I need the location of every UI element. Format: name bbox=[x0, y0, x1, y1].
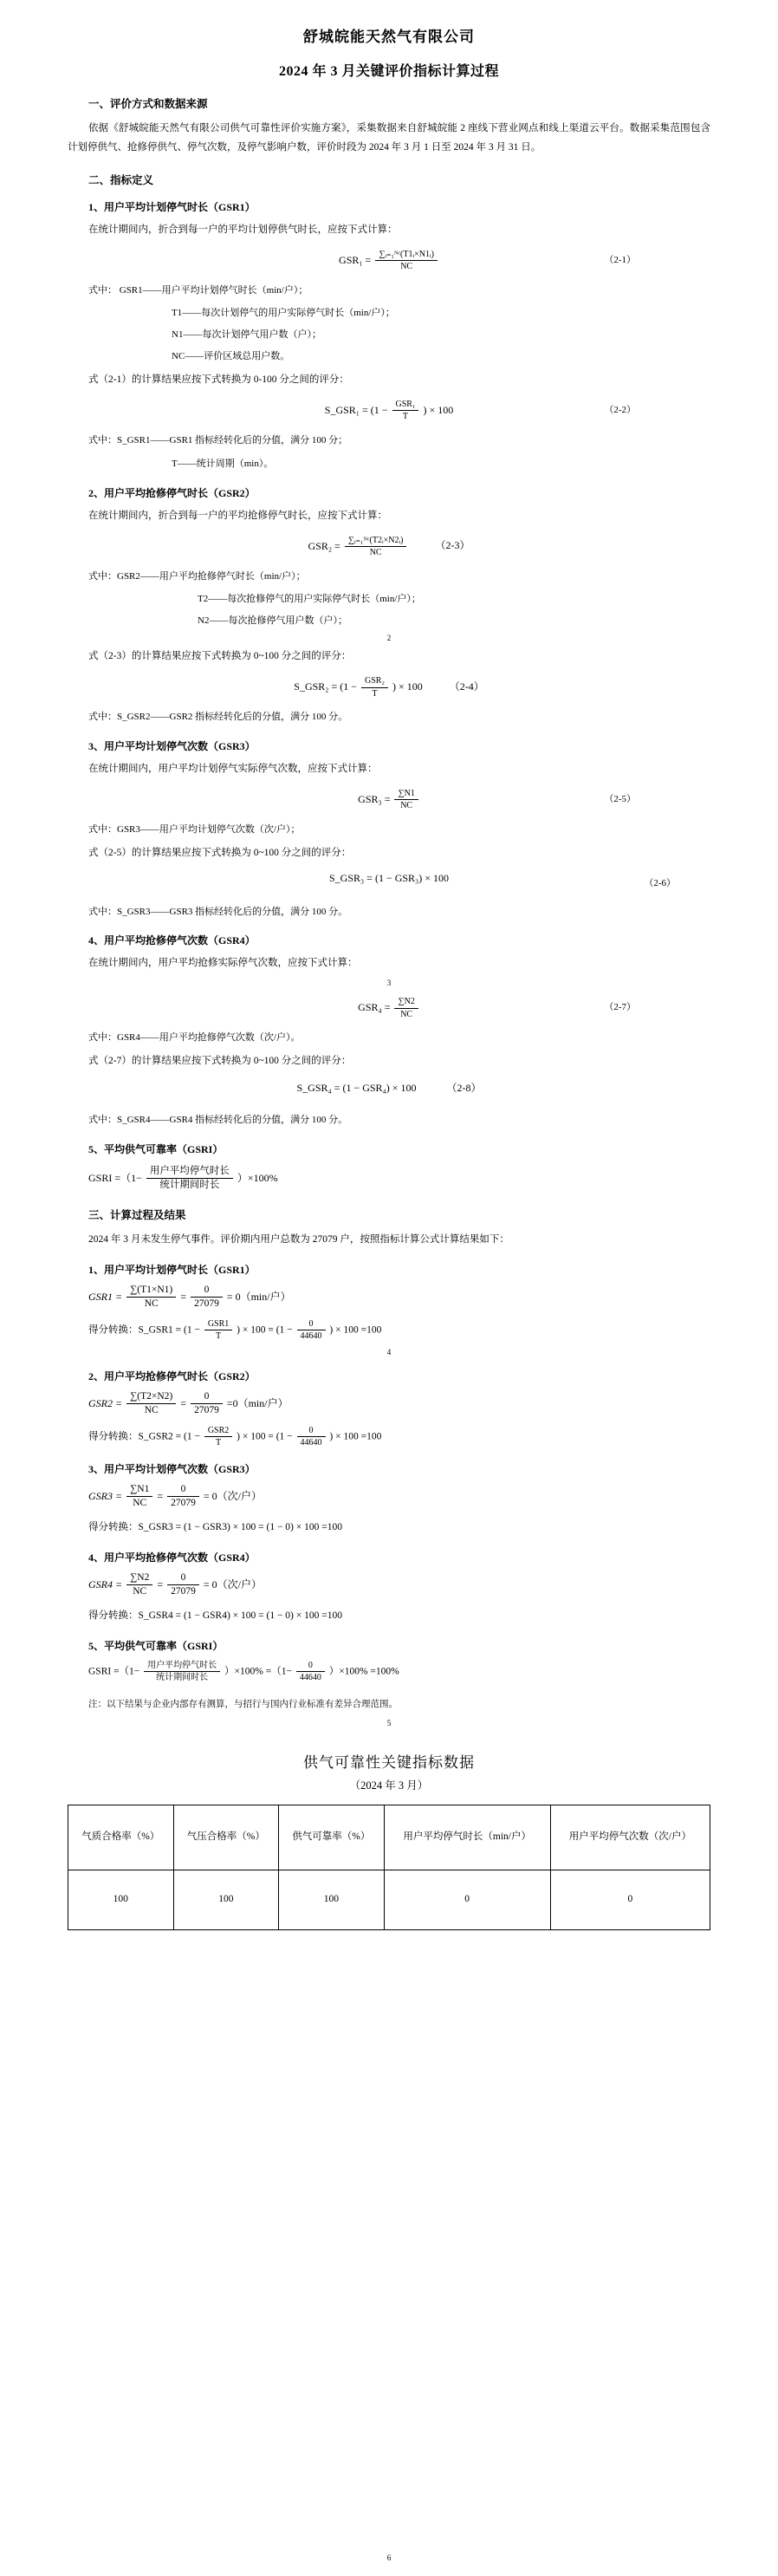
gsr3-formula-label: GSR₃ = bbox=[358, 792, 391, 805]
calc-gsr2-score-num: GSR2 bbox=[204, 1425, 232, 1438]
gsr1-convert-numerator: GSR₁ bbox=[392, 399, 419, 412]
gsr4-formula-label: GSR₄ = bbox=[358, 1001, 391, 1014]
calc-gsr2-score-lead: 得分转换：S_GSR2 = (1 − bbox=[88, 1431, 200, 1442]
calc-gsr3-den2: 27079 bbox=[171, 1498, 196, 1509]
gsr1-convert-where-1: 式中：S_GSR1——GSR1 指标经转化后的分值，满分 100 分； bbox=[88, 434, 348, 446]
calc-gsr1-score-lead: 得分转换：S_GSR1 = (1 − bbox=[88, 1324, 200, 1336]
calc-gsr3-title: 3、用户平均计划停气次数（GSR3） bbox=[88, 1462, 256, 1475]
gsri-formula bbox=[68, 1165, 710, 1193]
gsr4-convert-lead: 式（2-7）的计算结果应按下式转换为 0~100 分之间的评分： bbox=[88, 1056, 352, 1067]
gsr4-lead: 在统计期间内，用户平均抢修实际停气次数，应按下式计算： bbox=[88, 958, 358, 969]
gsr3-convert-lead: 式（2-5）的计算结果应按下式转换为 0~100 分之间的评分： bbox=[88, 847, 352, 858]
gsr1-convert-right: ) × 100 bbox=[423, 403, 454, 416]
gsri-right: ）×100% bbox=[237, 1171, 278, 1184]
gsr2-convert-formula bbox=[68, 675, 710, 699]
gsr4-convert-left: S_GSR₄ = (1 − GSR₄) × 100 bbox=[296, 1082, 417, 1095]
calc-gsr1-den1: NC bbox=[144, 1298, 159, 1310]
calc-gsri-den: 统计期间时长 bbox=[156, 1673, 209, 1683]
calc-gsr4-num1: ∑N2 bbox=[126, 1571, 152, 1586]
gsri-denominator: 统计期间时长 bbox=[159, 1180, 220, 1191]
calc-gsr4-title: 4、用户平均抢修停气次数（GSR4） bbox=[88, 1551, 256, 1564]
gsr3-convert-formula bbox=[68, 872, 710, 894]
gsr1-convert-denominator: T bbox=[402, 412, 409, 422]
calc-gsr4-tail: = 0（次/户） bbox=[203, 1577, 262, 1590]
section-1-heading: 一、评价方式和数据来源 bbox=[88, 98, 208, 110]
calc-gsri-num: 用户平均停气时长 bbox=[144, 1660, 220, 1673]
calc-gsr2-formula: GSR2 = $\frac{\sum(T2\times N2)}{NC}$ = $\frac{0}{27079}$ =0（min/户） bbox=[88, 1390, 710, 1418]
gsr4-convert-where-1: 式中：S_GSR4——GSR4 指标经转化后的分值，满分 100 分。 bbox=[88, 1115, 348, 1126]
table-header-row bbox=[68, 1805, 710, 1870]
calc-gsri-mid: ）×100% =（1− bbox=[224, 1666, 292, 1677]
company-title: 舒城皖能天然气有限公司 bbox=[303, 29, 475, 45]
gsr1-where-item-2: N1——每次计划停气用户数（户）； bbox=[172, 329, 321, 341]
calc-gsr4-formula: GSR4 = $\frac{\sum N2}{NC}$ = $\frac{0}{27079}$ = 0（次/户） bbox=[88, 1571, 710, 1599]
calc-gsr3-num1: ∑N1 bbox=[126, 1483, 152, 1498]
gsr1-lead: 在统计期间内，折合到每一户的平均计划停供气时长，应按下式计算： bbox=[88, 224, 398, 235]
gsr1-convert-lead: 式（2-1）的计算结果应按下式转换为 0-100 分之间的评分： bbox=[88, 374, 349, 386]
gsr3-lead: 在统计期间内，用户平均计划停气实际停气次数，应按下式计算： bbox=[88, 763, 378, 774]
table-subtitle: （2024 年 3 月） bbox=[349, 1779, 429, 1792]
gsr3-eqno: （2-5） bbox=[604, 793, 636, 804]
calc-gsr2-title: 2、用户平均抢修停气时长（GSR2） bbox=[88, 1369, 256, 1382]
table-cell-4: 0 bbox=[384, 1870, 550, 1929]
calc-gsr1-num2: 0 bbox=[191, 1284, 223, 1298]
stray-marker-4: 4 bbox=[386, 1347, 392, 1356]
gsr4-convert-formula bbox=[68, 1080, 710, 1103]
calc-gsr3-tail: = 0（次/户） bbox=[203, 1489, 262, 1502]
table-header-cell-2: 气压合格率（%） bbox=[173, 1805, 279, 1870]
gsr3-formula-numerator: ∑N1 bbox=[394, 788, 418, 801]
calc-gsr2-score-mid: ) × 100 = (1 − bbox=[237, 1431, 293, 1442]
table-cell-5: 0 bbox=[550, 1870, 710, 1929]
calc-gsr2-score-num2: 0 bbox=[297, 1425, 326, 1438]
gsr4-title: 4、用户平均抢修停气次数（GSR4） bbox=[88, 934, 256, 947]
calc-gsr4-den2: 27079 bbox=[171, 1586, 196, 1597]
calc-gsr1-num1: ∑(T1×N1) bbox=[126, 1284, 176, 1298]
section-3-footnote: 注：以下结果与企业内部存有测算，与招行与国内行业标准有差异合理范围。 bbox=[88, 1699, 398, 1709]
gsr1-formula-denominator: NC bbox=[400, 262, 413, 272]
gsr3-title: 3、用户平均计划停气次数（GSR3） bbox=[88, 739, 256, 752]
calc-gsr1-title: 1、用户平均计划停气时长（GSR1） bbox=[88, 1263, 256, 1276]
stray-marker-3: 3 bbox=[386, 979, 392, 988]
gsr1-where-item-3: NC——评价区域总用户数。 bbox=[172, 351, 290, 362]
gsr4-where-lead: 式中：GSR4——用户平均抢修停气次数（次/户）。 bbox=[88, 1032, 301, 1044]
gsr3-where-lead: 式中：GSR3——用户平均计划停气次数（次/户）； bbox=[88, 823, 301, 835]
section-1-paragraph: 依据《舒城皖能天然气有限公司供气可靠性评价实施方案》，采集数据来自舒城皖能 2 座线下营业网点和线上渠道云平台。数据采集范围包含计划停供气、抢修停供气、停气次数，及停气影响户数，评价时段为 2024 年 3 月 1 日至 2024 年 3 月 31 日。 bbox=[68, 123, 710, 153]
calc-gsr4-den1: NC bbox=[133, 1586, 147, 1597]
gsr1-formula-numerator: ∑ᵢ₌₁ᴺᶜ(T1ᵢ×N1ᵢ) bbox=[375, 249, 438, 262]
gsr1-where-item-1: T1——每次计划停气的用户实际停气时长（min/户）； bbox=[172, 308, 395, 319]
calc-gsr2-den2: 27079 bbox=[194, 1405, 219, 1416]
gsr2-convert-numerator: GSR₂ bbox=[361, 675, 388, 688]
calc-gsr2-num1: ∑(T2×N2) bbox=[126, 1390, 176, 1405]
calc-gsr2-score-tail: ) × 100 =100 bbox=[329, 1431, 382, 1442]
gsri-numerator: 用户平均停气时长 bbox=[146, 1165, 233, 1180]
gsr1-convert-where-2: T——统计周期（min）。 bbox=[172, 458, 274, 469]
gsr1-eqno: （2-1） bbox=[604, 254, 636, 265]
gsr2-where-lead: 式中：GSR2——用户平均抢修停气时长（min/户）； bbox=[88, 570, 306, 582]
gsr3-convert-left: S_GSR₃ = (1 − GSR₃) × 100 bbox=[328, 871, 450, 884]
calc-gsri-tail: ）×100% =100% bbox=[328, 1666, 399, 1677]
calc-gsr2-score-den: T bbox=[216, 1438, 222, 1448]
gsri-title: 5、平均供气可靠率（GSRI） bbox=[88, 1142, 224, 1155]
calc-gsr3-num2: 0 bbox=[167, 1483, 199, 1498]
gsr2-where-item-1: T2——每次抢修停气的用户实际停气时长（min/户）； bbox=[198, 594, 421, 605]
gsr1-formula bbox=[68, 249, 710, 273]
section-3-intro: 2024 年 3 月未发生停气事件。评价期内用户总数为 27079 户，按照指标计算公式计算结果如下： bbox=[88, 1233, 509, 1245]
calc-gsr3-score: 得分转换：S_GSR3 = (1 − GSR3) × 100 = (1 − 0) × 100 =100 bbox=[88, 1521, 342, 1532]
gsr1-title: 1、用户平均计划停气时长（GSR1） bbox=[88, 200, 256, 213]
gsr3-convert-eqno: （2-6） bbox=[644, 877, 676, 888]
stray-marker-5: 5 bbox=[386, 1718, 392, 1727]
table-header-cell-1: 气质合格率（%） bbox=[68, 1805, 174, 1870]
calc-gsri-formula bbox=[88, 1660, 710, 1684]
calc-gsr4-score: 得分转换：S_GSR4 = (1 − GSR4) × 100 = (1 − 0) × 100 =100 bbox=[88, 1610, 342, 1621]
table-header-cell-4: 用户平均停气时长（min/户） bbox=[384, 1805, 550, 1870]
gsr1-formula-label: GSR₁ = bbox=[339, 253, 372, 266]
calc-gsr3-formula: GSR3 = $\frac{\sum N1}{NC}$ = $\frac{0}{27079}$ = 0（次/户） bbox=[88, 1483, 710, 1511]
calc-gsri-den2: 44640 bbox=[299, 1673, 321, 1683]
section-3-heading: 三、计算过程及结果 bbox=[88, 1208, 186, 1221]
gsr2-lead: 在统计期间内，折合到每一户的平均抢修停气时长，应按下式计算： bbox=[88, 510, 387, 521]
calc-gsr1-score-num2: 0 bbox=[297, 1318, 326, 1331]
calc-gsr1-tail: = 0（min/户） bbox=[226, 1290, 291, 1303]
calc-gsr2-score bbox=[88, 1425, 710, 1449]
gsr2-convert-lead: 式（2-3）的计算结果应按下式转换为 0~100 分之间的评分： bbox=[88, 651, 352, 662]
gsr2-title: 2、用户平均抢修停气时长（GSR2） bbox=[88, 486, 256, 499]
table-title: 供气可靠性关键指标数据 bbox=[303, 1753, 475, 1771]
calc-gsr4-num2: 0 bbox=[167, 1571, 199, 1586]
table-row bbox=[68, 1870, 710, 1929]
calc-gsr2-score-den2: 44640 bbox=[300, 1438, 322, 1448]
gsr2-eqno: （2-3） bbox=[435, 539, 470, 552]
gsr1-convert-eqno: （2-2） bbox=[604, 404, 636, 415]
calc-gsr1-den2: 27079 bbox=[194, 1298, 219, 1310]
table-cell-3: 100 bbox=[279, 1870, 385, 1929]
calc-gsr1-score-mid: ) × 100 = (1 − bbox=[237, 1324, 293, 1336]
gsr3-formula bbox=[68, 788, 710, 812]
calc-gsr1-score bbox=[88, 1318, 710, 1343]
table-header-cell-3: 供气可靠率（%） bbox=[279, 1805, 385, 1870]
calc-gsri-num2: 0 bbox=[296, 1660, 325, 1673]
calc-gsr1-score-tail: ) × 100 =100 bbox=[329, 1324, 382, 1336]
gsr2-formula bbox=[68, 535, 710, 559]
gsr4-convert-eqno: （2-8） bbox=[446, 1082, 482, 1095]
gsr1-where-lead: 式中： GSR1——用户平均计划停气时长（min/户）； bbox=[88, 284, 308, 296]
calc-gsr1-score-num: GSR1 bbox=[204, 1318, 232, 1331]
table-header-cell-5: 用户平均停气次数（次/户） bbox=[550, 1805, 710, 1870]
gsr4-formula bbox=[68, 996, 710, 1020]
calc-gsr1-score-den: T bbox=[216, 1331, 222, 1342]
gsr4-formula-numerator: ∑N2 bbox=[394, 996, 418, 1009]
calc-gsri-title: 5、平均供气可靠率（GSRI） bbox=[88, 1639, 224, 1652]
gsr2-formula-numerator: ∑ᵢ₌₁ᴺᶜ(T2ᵢ×N2ᵢ) bbox=[345, 535, 407, 548]
table-cell-2: 100 bbox=[173, 1870, 279, 1929]
gsr4-eqno: （2-7） bbox=[604, 1002, 636, 1013]
gsr1-convert-formula bbox=[68, 399, 710, 423]
calc-gsr2-den1: NC bbox=[144, 1405, 159, 1416]
gsr2-convert-denominator: T bbox=[372, 688, 378, 699]
section-2-heading: 二、指标定义 bbox=[88, 173, 154, 186]
gsr2-convert-left: S_GSR₂ = (1 − bbox=[294, 680, 357, 693]
gsr2-convert-right: ) × 100 bbox=[392, 680, 423, 693]
indicator-table bbox=[68, 1805, 710, 1930]
gsr2-formula-label: GSR₂ = bbox=[308, 539, 340, 552]
gsr4-formula-denominator: NC bbox=[400, 1009, 413, 1019]
gsr2-convert-eqno: （2-4） bbox=[449, 680, 484, 693]
gsr2-where-item-2: N2——每次抢修停气用户数（户）； bbox=[198, 615, 347, 627]
gsr3-convert-where-1: 式中：S_GSR3——GSR3 指标经转化后的分值，满分 100 分。 bbox=[88, 906, 348, 917]
calc-gsr2-tail: =0（min/户） bbox=[226, 1396, 289, 1409]
gsr3-formula-denominator: NC bbox=[400, 801, 413, 811]
gsr1-convert-left: S_GSR₁ = (1 − bbox=[324, 403, 388, 416]
report-title: 2024 年 3 月关键评价指标计算过程 bbox=[278, 64, 499, 79]
calc-gsr1-formula: GSR1 = $\frac{\sum(T1\times N1)}{NC}$ = $\frac{0}{27079}$ = 0（min/户） bbox=[88, 1284, 710, 1311]
stray-marker-2: 2 bbox=[386, 634, 392, 643]
calc-gsr3-den1: NC bbox=[133, 1498, 147, 1509]
page-footer-number: 6 bbox=[386, 2553, 392, 2562]
calc-gsr1-score-den2: 44640 bbox=[300, 1331, 322, 1342]
calc-gsr2-num2: 0 bbox=[191, 1390, 223, 1405]
calc-gsri-left: GSRI =（1− bbox=[88, 1666, 140, 1677]
gsri-left: GSRI =（1− bbox=[88, 1171, 142, 1184]
gsr2-formula-denominator: NC bbox=[369, 548, 382, 558]
gsr2-convert-where-1: 式中：S_GSR2——GSR2 指标经转化后的分值，满分 100 分。 bbox=[88, 712, 348, 723]
table-cell-1: 100 bbox=[68, 1870, 174, 1929]
